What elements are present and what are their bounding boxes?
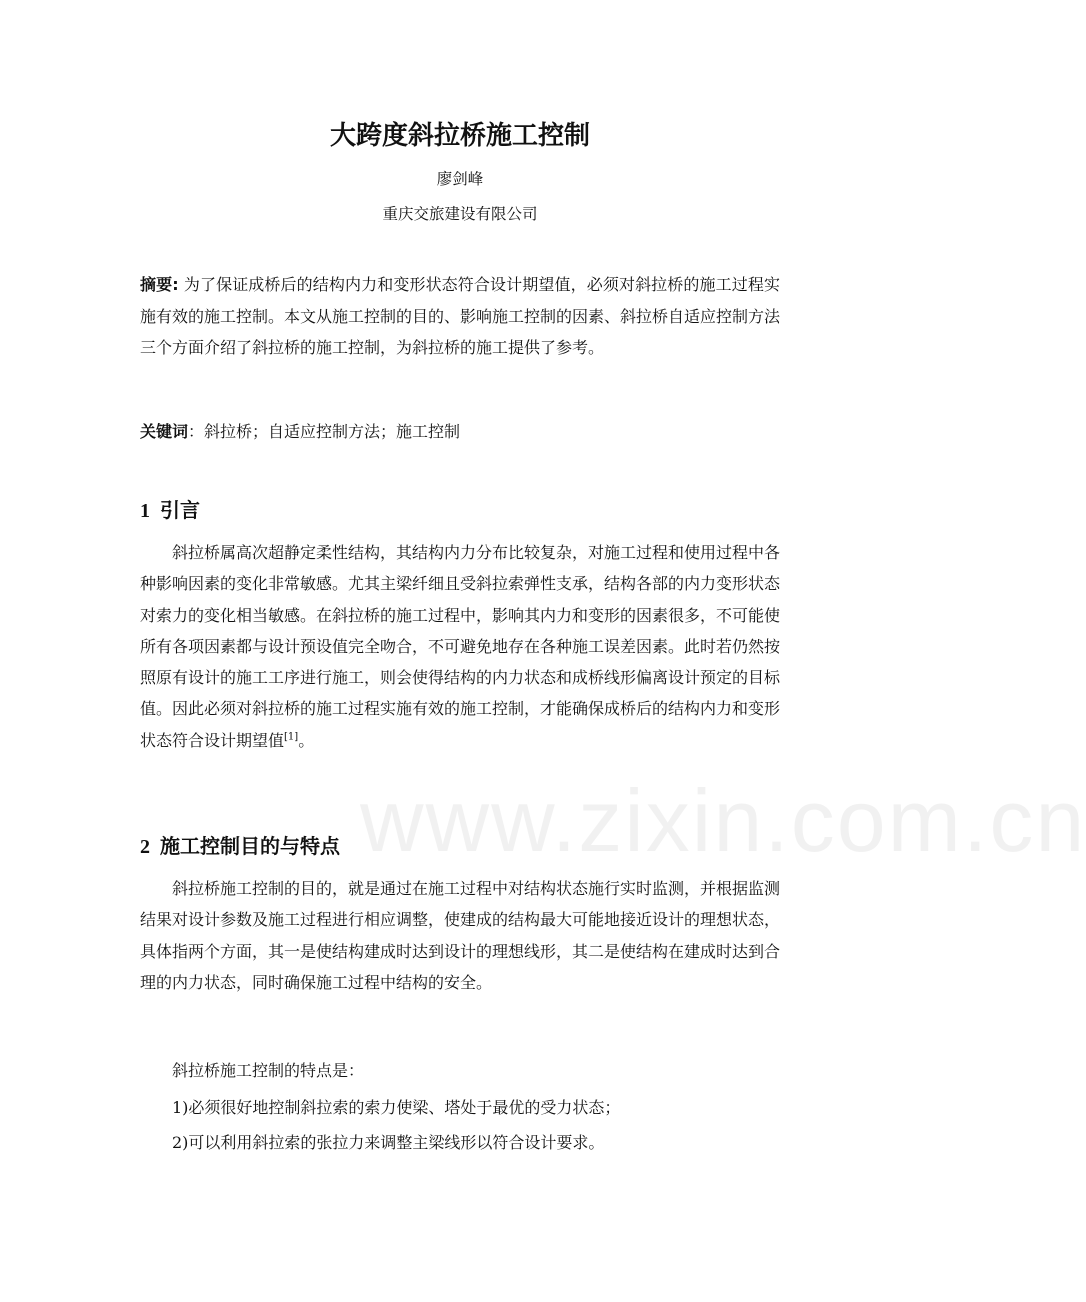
list-item: 2)可以利用斜拉索的张拉力来调整主梁线形以符合设计要求。: [172, 1133, 605, 1152]
paragraph-end: 。: [298, 730, 315, 750]
section-title: 施工控制目的与特点: [160, 834, 340, 858]
citation: [1]: [284, 731, 299, 743]
section-heading-introduction: [140, 492, 780, 529]
section-number: 2: [140, 836, 150, 858]
author-affiliation: 重庆交旅建设有限公司: [382, 205, 538, 223]
keywords: [140, 416, 780, 447]
abstract-text: 为了保证成桥后的结构内力和变形状态符合设计期望值，必须对斜拉桥的施工过程实施有效的施工控制。本文从施工控制的目的、影响施工控制的因素、斜拉桥自适应控制方法三个方面介绍了斜拉桥的施工控制，为斜拉桥的施工提供了参考。: [140, 275, 781, 357]
keywords-separator: ：: [188, 422, 205, 441]
abstract: [140, 269, 780, 364]
paragraph-text: 斜拉桥属高次超静定柔性结构，其结构内力分布比较复杂，对施工过程和使用过程中各种影响因素的变化非常敏感。尤其主梁纤细且受斜拉索弹性支承，结构各部的内力变形状态对索力的变化相当敏感。在斜拉桥的施工过程中，影响其内力和变形的因素很多，不可能使所有各项因素都与设计预设值完全吻合，不可避免地存在各种施工误差因素。此时若仍然按照原有设计的施工工序进行施工，则会使得结构的内力状态和成桥线形偏离设计预定的目标值。因此必须对斜拉桥的施工过程实施有效的施工控制，才能确保成桥后的结构内力和变形状态符合设计期望值: [140, 543, 781, 750]
section-heading-control-purpose: [140, 828, 780, 865]
body-paragraph: 斜拉桥施工控制的特点是：: [172, 1061, 365, 1080]
section-title: 引言: [160, 498, 200, 522]
body-paragraph: [140, 537, 780, 756]
paper-title: 大跨度斜拉桥施工控制: [329, 121, 590, 151]
keywords-label: 关键词: [140, 422, 189, 441]
body-paragraph: 斜拉桥施工控制的目的，就是通过在施工过程中对结构状态施行实时监测，并根据监测结果对设计参数及施工过程进行相应调整，使建成的结构最大可能地接近设计的理想状态，具体指两个方面，其一是使结构建成时达到设计的理想线形，其二是使结构在建成时达到合理的内力状态，同时确保施工过程中结构的安全。: [140, 879, 781, 992]
section-number: 1: [140, 500, 150, 522]
keywords-text: 斜拉桥；自适应控制方法；施工控制: [204, 422, 461, 441]
abstract-label: 摘要:: [140, 275, 179, 294]
list-item: 1)必须很好地控制斜拉索的索力使梁、塔处于最优的受力状态；: [172, 1098, 621, 1117]
author-name: 廖剑峰: [436, 170, 484, 188]
watermark: www.zixin.com.cn: [360, 771, 1086, 870]
